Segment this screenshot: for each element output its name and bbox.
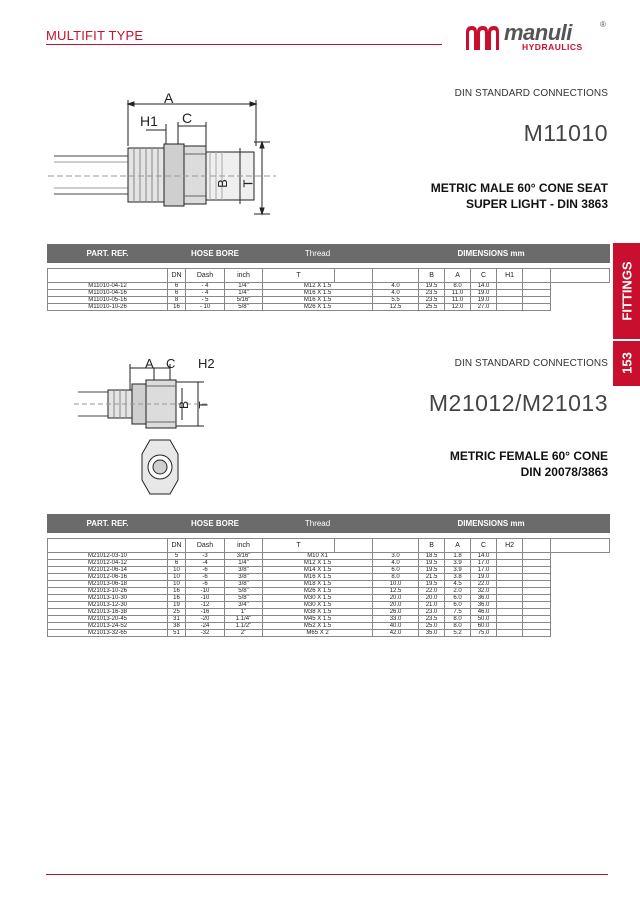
cell-b: 6.0 (373, 567, 419, 574)
cell-h: 75.0 (471, 630, 497, 637)
cell-blank (523, 553, 551, 560)
cell-blank (497, 574, 523, 581)
cell-a: 21.0 (419, 602, 445, 609)
cell-inch: 3/16" (225, 553, 263, 560)
cell-h: 14.0 (471, 553, 497, 560)
cell-a: 18.5 (419, 553, 445, 560)
table-row (48, 602, 610, 609)
footer-rule (46, 874, 608, 875)
cell-dn: 31 (168, 616, 186, 623)
cell-dn: 16 (168, 588, 186, 595)
section2-desc-line1: METRIC FEMALE 60° CONE (449, 449, 608, 463)
cell-thread: M30 X 1.5 (263, 595, 373, 602)
cell-thread: M38 X 1.5 (263, 609, 373, 616)
cell-a: 19.5 (419, 581, 445, 588)
cell-c: 8.0 (445, 623, 471, 630)
cell-blank (497, 283, 523, 290)
cell-a: 25.5 (419, 304, 445, 311)
cell-inch: 5/8" (225, 304, 263, 311)
cell-blank (497, 623, 523, 630)
cell-part-ref: M21013-12-30 (48, 602, 168, 609)
cell-a: 19.5 (419, 283, 445, 290)
col-dimensions: DIMENSIONS mm (373, 245, 610, 263)
cell-h: 14.0 (471, 283, 497, 290)
cell-b: 4.0 (373, 290, 419, 297)
cell-a: 20.0 (419, 595, 445, 602)
table-group-header (48, 515, 610, 533)
cell-dn: 10 (168, 567, 186, 574)
cell-h: 60.0 (471, 623, 497, 630)
cell-blank (523, 304, 551, 311)
section2-table-body (48, 553, 610, 637)
table-row (48, 616, 610, 623)
cell-blank (497, 581, 523, 588)
cell-dn: 10 (168, 574, 186, 581)
cell-part-ref: M11010-10-26 (48, 304, 168, 311)
cell-a: 19.5 (419, 567, 445, 574)
cell-blank (497, 290, 523, 297)
cell-dash: -20 (186, 616, 225, 623)
col-part-ref: PART. REF. (48, 515, 168, 533)
cell-thread: M16 X 1.5 (263, 290, 373, 297)
cell-blank (523, 574, 551, 581)
cell-c: 1.8 (445, 553, 471, 560)
cell-dash: -4 (186, 560, 225, 567)
section2-code-title: M21012/M21013 (428, 390, 608, 416)
cell-h: 22.0 (471, 581, 497, 588)
section2-dim-h2-label: H2 (198, 356, 215, 371)
sub-b: B (419, 269, 445, 283)
col-part-ref: PART. REF. (48, 245, 168, 263)
cell-part-ref: M21013-32-65 (48, 630, 168, 637)
cell-blank (523, 609, 551, 616)
cell-blank (523, 581, 551, 588)
cell-a: 23.5 (419, 297, 445, 304)
cell-dash: -16 (186, 609, 225, 616)
cell-blank (523, 560, 551, 567)
cell-b: 8.0 (373, 574, 419, 581)
logo-registered-mark: ® (600, 20, 606, 29)
cell-blank (497, 595, 523, 602)
cell-blank (497, 588, 523, 595)
cell-dash: - 5 (186, 297, 225, 304)
section1-dim-c-label: C (182, 110, 193, 126)
cell-dash: -10 (186, 595, 225, 602)
cell-dn: 6 (168, 560, 186, 567)
table-row (48, 290, 610, 297)
cell-blank (523, 290, 551, 297)
cell-blank (497, 609, 523, 616)
cell-inch: 1/4" (225, 283, 263, 290)
sub-h2: H2 (497, 539, 523, 553)
cell-thread: M16 X 1.5 (263, 297, 373, 304)
section-side-tab (613, 243, 640, 386)
cell-c: 4.5 (445, 581, 471, 588)
cell-inch: 1/4" (225, 560, 263, 567)
cell-c: 3.9 (445, 560, 471, 567)
table-row (48, 560, 610, 567)
col-thread: Thread (263, 515, 373, 533)
col-hose-bore: HOSE BORE (168, 515, 263, 533)
logo-mark-icon (464, 24, 502, 52)
cell-inch: 5/8" (225, 588, 263, 595)
sub-c: C (471, 539, 497, 553)
cell-dn: 25 (168, 609, 186, 616)
cell-dash: -10 (186, 588, 225, 595)
cell-c: 3.8 (445, 574, 471, 581)
sub-inch: inch (225, 539, 263, 553)
cell-part-ref: M21012-04-12 (48, 560, 168, 567)
cell-c: 8.0 (445, 283, 471, 290)
cell-b: 12.5 (373, 588, 419, 595)
cell-c: 7.5 (445, 609, 471, 616)
cell-inch: 3/8" (225, 567, 263, 574)
cell-h: 19.0 (471, 297, 497, 304)
cell-thread: M16 X 1.5 (263, 574, 373, 581)
section1-spec-table (47, 244, 610, 311)
col-thread: Thread (263, 245, 373, 263)
cell-h: 32.0 (471, 588, 497, 595)
cell-dn: 6 (168, 290, 186, 297)
cell-b: 20.0 (373, 595, 419, 602)
cell-c: 3.9 (445, 567, 471, 574)
cell-thread: M26 X 1.5 (263, 588, 373, 595)
sub-dn: DN (168, 269, 186, 283)
cell-inch: 1/4" (225, 290, 263, 297)
cell-blank (523, 595, 551, 602)
cell-part-ref: M11010-04-16 (48, 290, 168, 297)
sub-dn: DN (168, 539, 186, 553)
section1-table-body (48, 283, 610, 311)
cell-dash: -6 (186, 574, 225, 581)
cell-b: 33.0 (373, 616, 419, 623)
cell-c: 2.0 (445, 588, 471, 595)
table-group-header (48, 245, 610, 263)
cell-dash: -32 (186, 630, 225, 637)
table-row (48, 574, 610, 581)
cell-b: 42.0 (373, 630, 419, 637)
cell-c: 11.0 (445, 297, 471, 304)
cell-inch: 5/8" (225, 595, 263, 602)
cell-thread: M14 X 1.5 (263, 567, 373, 574)
cell-dash: - 4 (186, 283, 225, 290)
cell-h: 19.0 (471, 574, 497, 581)
sub-c: C (471, 269, 497, 283)
table-subheader (48, 539, 610, 553)
cell-h: 27.0 (471, 304, 497, 311)
cell-blank (497, 602, 523, 609)
cell-dash: -6 (186, 581, 225, 588)
cell-thread: M45 X 1.5 (263, 616, 373, 623)
cell-part-ref: M21013-10-30 (48, 595, 168, 602)
section1-dim-a-label: A (164, 90, 174, 106)
cell-dn: 51 (168, 630, 186, 637)
cell-b: 4.0 (373, 560, 419, 567)
section2-desc-line2: DIN 20078/3863 (520, 465, 608, 479)
cell-part-ref: M21012-03-10 (48, 553, 168, 560)
table-row (48, 567, 610, 574)
cell-h: 17.0 (471, 560, 497, 567)
cell-b: 20.0 (373, 602, 419, 609)
cell-blank (497, 567, 523, 574)
cell-dash: -6 (186, 567, 225, 574)
cell-inch: 1.1/2" (225, 623, 263, 630)
sub-a: A (445, 269, 471, 283)
table-row (48, 630, 610, 637)
cell-dn: 19 (168, 602, 186, 609)
cell-part-ref: M21013-06-18 (48, 581, 168, 588)
cell-blank (523, 588, 551, 595)
sub-dash: Dash (186, 539, 225, 553)
cell-part-ref: M21013-24-52 (48, 623, 168, 630)
section1-fitting-drawing (44, 86, 284, 226)
section1-description (431, 180, 608, 212)
cell-dn: 6 (168, 283, 186, 290)
cell-dn: 5 (168, 553, 186, 560)
cell-blank (523, 630, 551, 637)
table-row (48, 304, 610, 311)
cell-c: 12.0 (445, 304, 471, 311)
cell-blank (523, 623, 551, 630)
table-row (48, 609, 610, 616)
cell-c: 6.0 (445, 595, 471, 602)
cell-blank (523, 283, 551, 290)
cell-h: 19.0 (471, 290, 497, 297)
cell-blank (497, 553, 523, 560)
cell-c: 6.0 (445, 602, 471, 609)
sub-h1: H1 (497, 269, 523, 283)
cell-part-ref: M11010-04-12 (48, 283, 168, 290)
section1-dim-t-label: T (240, 179, 256, 188)
header-rule (46, 44, 442, 45)
cell-a: 23.0 (419, 609, 445, 616)
cell-part-ref: M21013-20-45 (48, 616, 168, 623)
cell-h: 50.0 (471, 616, 497, 623)
cell-blank (497, 560, 523, 567)
cell-part-ref: M21012-06-14 (48, 567, 168, 574)
cell-dash: -3 (186, 553, 225, 560)
cell-part-ref: M21013-10-26 (48, 588, 168, 595)
cell-h: 46.0 (471, 609, 497, 616)
table-row (48, 595, 610, 602)
cell-dash: - 10 (186, 304, 225, 311)
table-subheader (48, 269, 610, 283)
cell-blank (497, 304, 523, 311)
cell-inch: 5/16" (225, 297, 263, 304)
cell-thread: M10 X1 (263, 553, 373, 560)
sub-t: T (263, 539, 335, 553)
sub-a: A (445, 539, 471, 553)
cell-a: 23.5 (419, 616, 445, 623)
cell-part-ref: M21012-06-16 (48, 574, 168, 581)
cell-thread: M18 X 1.5 (263, 581, 373, 588)
section1-desc-line1: METRIC MALE 60° CONE SEAT (430, 181, 608, 195)
section2-fitting-drawing (74, 356, 224, 506)
cell-inch: 1.1/4" (225, 616, 263, 623)
cell-thread: M65 X 2 (263, 630, 373, 637)
section1-code-title: M11010 (523, 120, 608, 146)
section1-dim-b-label: B (214, 179, 230, 188)
cell-a: 21.5 (419, 574, 445, 581)
cell-thread: M12 X 1.5 (263, 283, 373, 290)
sub-b: B (419, 539, 445, 553)
cell-c: 8.0 (445, 616, 471, 623)
col-hose-bore: HOSE BORE (168, 245, 263, 263)
cell-h: 36.0 (471, 602, 497, 609)
cell-a: 19.5 (419, 560, 445, 567)
cell-blank (523, 602, 551, 609)
table-row (48, 581, 610, 588)
col-dimensions: DIMENSIONS mm (373, 515, 610, 533)
cell-a: 22.0 (419, 588, 445, 595)
cell-inch: 3/8" (225, 574, 263, 581)
cell-thread: M52 X 1.5 (263, 623, 373, 630)
cell-inch: 3/8" (225, 581, 263, 588)
side-tab-divider (613, 339, 640, 341)
page-header-title: MULTIFIT TYPE (46, 28, 144, 43)
cell-b: 3.0 (373, 553, 419, 560)
cell-b: 5.5 (373, 297, 419, 304)
cell-a: 25.0 (419, 623, 445, 630)
cell-a: 35.0 (419, 630, 445, 637)
cell-blank (497, 297, 523, 304)
section1-standard-label: DIN STANDARD CONNECTIONS (454, 88, 608, 99)
cell-b: 10.0 (373, 581, 419, 588)
cell-dn: 16 (168, 595, 186, 602)
cell-blank (497, 616, 523, 623)
cell-dash: -24 (186, 623, 225, 630)
cell-c: 5.2 (445, 630, 471, 637)
cell-dash: -12 (186, 602, 225, 609)
table-row (48, 553, 610, 560)
table-row (48, 623, 610, 630)
section2-dim-b-label: B (177, 400, 192, 410)
section2-standard-label: DIN STANDARD CONNECTIONS (454, 358, 608, 369)
cell-h: 36.0 (471, 595, 497, 602)
cell-h: 17.0 (471, 567, 497, 574)
section2-spec-table (47, 514, 610, 637)
sub-t: T (263, 269, 335, 283)
table-row (48, 283, 610, 290)
section1-desc-line2: SUPER LIGHT - DIN 3863 (465, 197, 608, 211)
cell-blank (523, 297, 551, 304)
sub-inch: inch (225, 269, 263, 283)
cell-c: 11.0 (445, 290, 471, 297)
cell-part-ref: M21013-16-38 (48, 609, 168, 616)
cell-b: 12.5 (373, 304, 419, 311)
sub-dash: Dash (186, 269, 225, 283)
logo-wordmark: manuli (504, 20, 572, 45)
cell-part-ref: M11010-05-16 (48, 297, 168, 304)
cell-b: 26.0 (373, 609, 419, 616)
cell-blank (497, 630, 523, 637)
brand-logo (464, 22, 614, 56)
cell-thread: M26 X 1.5 (263, 304, 373, 311)
side-tab-label: FITTINGS (619, 261, 634, 321)
section1-dim-h1-label: H1 (140, 113, 158, 129)
section2-description (450, 448, 608, 480)
side-tab-page-number: 153 (619, 352, 634, 374)
cell-dash: - 4 (186, 290, 225, 297)
cell-dn: 38 (168, 623, 186, 630)
section2-dim-c-label: C (166, 356, 176, 371)
cell-inch: 1" (225, 609, 263, 616)
section2-dim-a-label: A (145, 356, 154, 371)
cell-dn: 16 (168, 304, 186, 311)
cell-a: 23.5 (419, 290, 445, 297)
cell-dn: 8 (168, 297, 186, 304)
logo-subtitle: HYDRAULICS (522, 42, 583, 52)
cell-b: 4.0 (373, 283, 419, 290)
table-row (48, 588, 610, 595)
cell-thread: M12 X 1.5 (263, 560, 373, 567)
section2-dim-t-label: T (196, 401, 211, 409)
cell-thread: M30 X 1.5 (263, 602, 373, 609)
cell-inch: 2" (225, 630, 263, 637)
cell-b: 40.0 (373, 623, 419, 630)
cell-inch: 3/4" (225, 602, 263, 609)
cell-dn: 10 (168, 581, 186, 588)
table-row (48, 297, 610, 304)
cell-blank (523, 567, 551, 574)
cell-blank (523, 616, 551, 623)
